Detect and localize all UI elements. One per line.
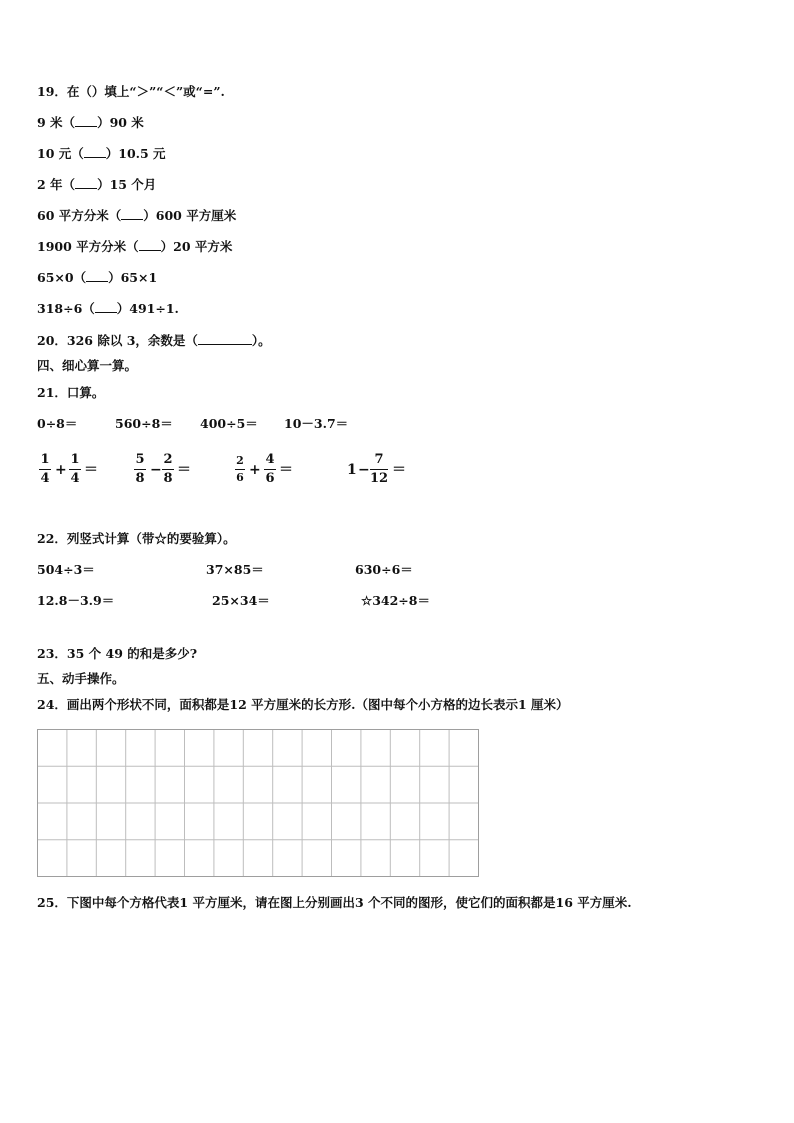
q19-row-5-left: 1900 平方分米（ bbox=[37, 239, 139, 254]
denominator: 8 bbox=[135, 471, 145, 486]
q19-row-2 bbox=[37, 146, 166, 162]
q23: 23．35 个 49 的和是多少? bbox=[37, 646, 198, 661]
numerator: 7 bbox=[374, 452, 384, 467]
q19-row-1-right: ）90 米 bbox=[97, 115, 144, 130]
q22-expr-5: 25×34＝ bbox=[212, 593, 270, 608]
q21-expr-1: 0÷8＝ bbox=[37, 416, 78, 431]
answer-blank[interactable] bbox=[121, 208, 143, 220]
equals: ＝ bbox=[279, 462, 293, 478]
section-5-heading: 五、动手操作。 bbox=[37, 671, 125, 686]
q21-title: 21．口算。 bbox=[37, 385, 105, 400]
denominator: 6 bbox=[265, 471, 275, 486]
fraction-bar bbox=[162, 469, 174, 470]
numerator: 4 bbox=[265, 452, 275, 467]
equals: ＝ bbox=[392, 462, 406, 478]
fraction bbox=[370, 453, 388, 486]
q19-row-1 bbox=[37, 115, 144, 131]
operator: − bbox=[358, 462, 370, 478]
operator: + bbox=[249, 462, 261, 478]
fraction-bar bbox=[264, 469, 276, 470]
answer-blank[interactable] bbox=[95, 301, 117, 313]
fraction bbox=[264, 453, 276, 486]
fraction bbox=[235, 455, 245, 484]
numerator: 5 bbox=[135, 452, 145, 467]
answer-blank[interactable] bbox=[198, 333, 252, 345]
numerator: 2 bbox=[236, 454, 244, 467]
q19-row-1-left: 9 米（ bbox=[37, 115, 76, 130]
q19-row-4-left: 60 平方分米（ bbox=[37, 208, 122, 223]
q19-row-7-left: 318÷6（ bbox=[37, 301, 95, 316]
q21-expr-4: 10－3.7＝ bbox=[284, 416, 349, 431]
answer-blank[interactable] bbox=[75, 177, 97, 189]
q22-expr-2: 37×85＝ bbox=[206, 562, 264, 577]
whole-number: 1 bbox=[347, 462, 357, 478]
q19-row-6-right: ）65×1 bbox=[108, 270, 158, 285]
q19-row-4 bbox=[37, 208, 236, 224]
fraction-bar bbox=[134, 469, 146, 470]
q21-expr-3: 400÷5＝ bbox=[200, 416, 258, 431]
q19-row-2-left: 10 元（ bbox=[37, 146, 84, 161]
fraction bbox=[69, 453, 81, 486]
equals: ＝ bbox=[84, 462, 98, 478]
q19-row-3 bbox=[37, 177, 156, 193]
numerator: 1 bbox=[40, 452, 50, 467]
numerator: 2 bbox=[163, 452, 173, 467]
q22-expr-3: 630÷6＝ bbox=[355, 562, 413, 577]
answer-blank[interactable] bbox=[75, 115, 97, 127]
square-grid[interactable] bbox=[37, 729, 480, 879]
answer-blank[interactable] bbox=[139, 239, 161, 251]
fraction bbox=[134, 453, 146, 486]
q24-text: 24．画出两个形状不同，面积都是12 平方厘米的长方形.（图中每个小方格的边长表示1 厘米） bbox=[37, 697, 569, 712]
denominator: 4 bbox=[40, 471, 50, 486]
operator: − bbox=[150, 462, 162, 478]
q19-row-5 bbox=[37, 239, 232, 255]
q19-row-5-right: ）20 平方米 bbox=[160, 239, 233, 254]
fraction-bar bbox=[69, 469, 81, 470]
q25: 25．下图中每个方格代表1 平方厘米，请在图上分别画出3 个不同的图形，使它们的面积都是16 平方厘米. bbox=[37, 895, 632, 910]
fraction bbox=[162, 453, 174, 486]
q19-row-7 bbox=[37, 301, 179, 317]
q22-expr-4: 12.8－3.9＝ bbox=[37, 593, 115, 608]
fraction-bar bbox=[370, 469, 388, 470]
q20-right: ）。 bbox=[251, 333, 271, 348]
q22-expr-6: ☆342÷8＝ bbox=[361, 593, 430, 608]
q21-expr-2: 560÷8＝ bbox=[115, 416, 173, 431]
denominator: 4 bbox=[70, 471, 80, 486]
fraction bbox=[39, 453, 51, 486]
q22-expr-1: 504÷3＝ bbox=[37, 562, 95, 577]
numerator: 1 bbox=[70, 452, 80, 467]
denominator: 12 bbox=[370, 471, 389, 486]
q20 bbox=[37, 333, 271, 349]
q20-left: 20．326 除以 3，余数是（ bbox=[37, 333, 198, 348]
operator: + bbox=[55, 462, 67, 478]
fraction-bar bbox=[235, 469, 245, 470]
answer-blank[interactable] bbox=[84, 146, 106, 158]
q19-row-6 bbox=[37, 270, 157, 286]
q22-title: 22．列竖式计算（带☆的要验算）。 bbox=[37, 531, 236, 546]
equals: ＝ bbox=[177, 462, 191, 478]
q19-row-3-right: ）15 个月 bbox=[97, 177, 157, 192]
denominator: 6 bbox=[236, 471, 244, 484]
q19-title: 19．在（）填上“＞”“＜”或“=”. bbox=[37, 84, 225, 99]
answer-blank[interactable] bbox=[86, 270, 108, 282]
q19-row-6-left: 65×0（ bbox=[37, 270, 87, 285]
denominator: 8 bbox=[163, 471, 173, 486]
q19-row-7-right: ）491÷1. bbox=[116, 301, 179, 316]
section-4-heading: 四、细心算一算。 bbox=[37, 358, 138, 373]
fraction-bar bbox=[39, 469, 51, 470]
q19-row-4-right: ）600 平方厘米 bbox=[143, 208, 237, 223]
q19-row-3-left: 2 年（ bbox=[37, 177, 76, 192]
q19-row-2-right: ）10.5 元 bbox=[105, 146, 166, 161]
